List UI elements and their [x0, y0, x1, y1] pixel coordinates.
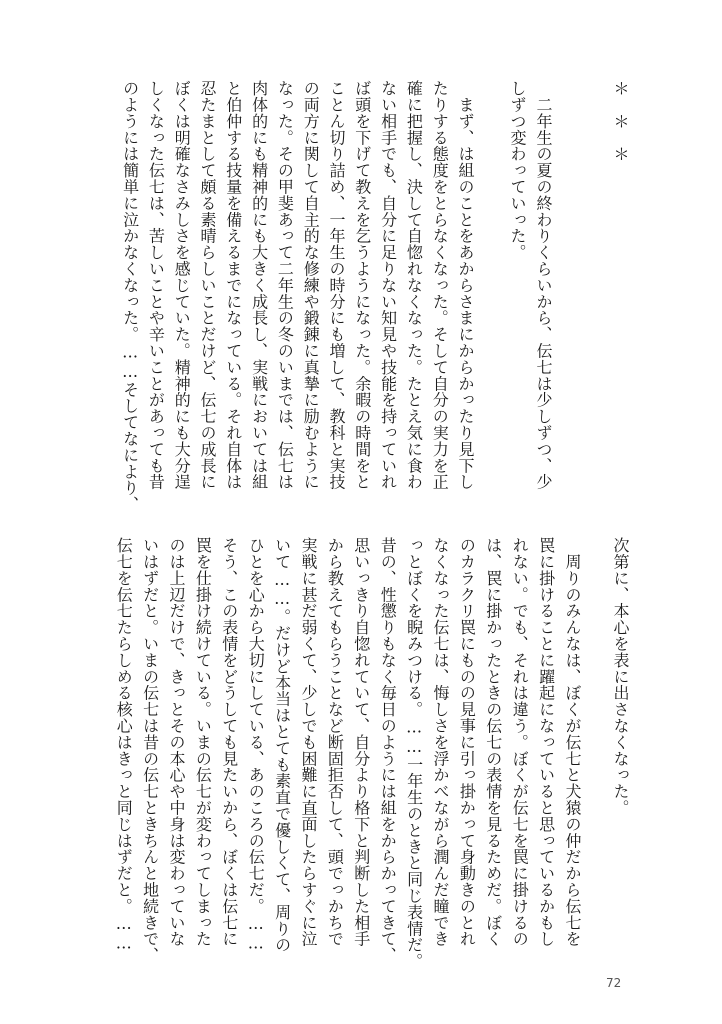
text-column: 伝七を伝七たらしめる核心はきっと同じはずだと。……	[114, 537, 134, 953]
text-column: いて……。だけど本当はとても素直で優しくて、周りの	[272, 537, 292, 953]
text-column: 思いっきり自惚れていて、自分より格下と判断した相手	[351, 537, 371, 947]
section-break-asterisks: ＊ ＊ ＊	[611, 80, 630, 162]
text-column: から教えてもらうことなど断固拒否して、頭でっかちで	[325, 537, 345, 947]
text-column: しずつ変わっていった。	[508, 80, 527, 261]
page-number: 72	[606, 976, 622, 990]
text-column: 罠に掛けることに躍起になっていると思っているかもし	[536, 537, 556, 947]
text-column: の両方に関して自主的な修練や鍛錬に真摯に励むように	[301, 80, 321, 490]
text-column: 罠を仕掛け続けている。いまの伝七が変わってしまった	[193, 537, 213, 947]
text-column: 忍たまとして頗る素晴らしいことだけど、伝七の成長に	[198, 80, 217, 490]
text-column: しくなった伝七は、苦しいことや辛いことがあっても昔	[146, 80, 166, 490]
text-column: ひとを心から大切にしている、あのころの伝七だ。……	[246, 537, 266, 953]
text-column: のようには簡単に泣かなくなった。……そしてなにより、	[120, 80, 140, 513]
text-column: ぼくは明確なさみしさを感じていた。精神的にも大分逞	[172, 80, 192, 490]
text-column: のは上辺だけで、きっとその本心や中身は変わっていな	[167, 537, 186, 947]
text-column: 確に把握し、決して自惚れなくなった。たとえ気に食わ	[404, 80, 424, 490]
text-column: 実戦に甚だ弱くて、少しでも困難に直面したらすぐに泣	[299, 537, 318, 947]
text-column: 二年生の夏の終わりくらいから、伝七は少しずつ、少	[534, 80, 553, 490]
text-column: そう、この表情をどうしても見たいから、ぼくは伝七に	[219, 537, 239, 947]
text-column: なくなった伝七は、悔しさを浮かべながら潤んだ瞳でき	[431, 537, 450, 947]
text-column: ば頭を下げて教えを乞うようになった。余暇の時間をと	[352, 80, 372, 490]
text-column: っとぼくを睨みつける。……一年生のときと同じ表情だ。	[404, 537, 424, 970]
text-column: れない。でも、それは違う。ぼくが伝七を罠に掛けるの	[510, 537, 530, 947]
text-column: いはずだと。いまの伝七は昔の伝七ときちんと地続きで、	[140, 537, 160, 964]
text-column: ことん切り詰め、一年生の時分にも増して、教科と実技	[327, 80, 346, 490]
text-column: まず、は組のことをあからさまにからかったり見下し	[456, 80, 475, 490]
text-column: 次第に、本心を表に出さなくなった。	[611, 537, 630, 816]
text-column: 昔の、性懲りもなく毎日のようには組をからかってきて、	[378, 537, 398, 964]
text-column: は、罠に掛かったときの伝七の表情を見るためだ。ぼく	[483, 537, 503, 947]
text-column: なった。その甲斐あって二年生の冬のいまでは、伝七は	[275, 80, 295, 490]
text-column: のカラクリ罠にものの見事に引っ掛かって身動きのとれ	[457, 537, 477, 947]
text-column: 周りのみんなは、ぼくが伝七と犬猿の仲だから伝七を	[563, 537, 582, 947]
text-column: たりする態度をとらなくなった。そして自分の実力を正	[430, 80, 450, 490]
text-column: ない相手でも、自分に足りない知見や技能を持っていれ	[378, 80, 398, 490]
text-column: と伯仲する技量を備えるまでになっている。それ自体は	[223, 80, 243, 490]
text-column: 肉体的にも精神的にも大きく成長し、実戦においては組	[249, 80, 269, 490]
